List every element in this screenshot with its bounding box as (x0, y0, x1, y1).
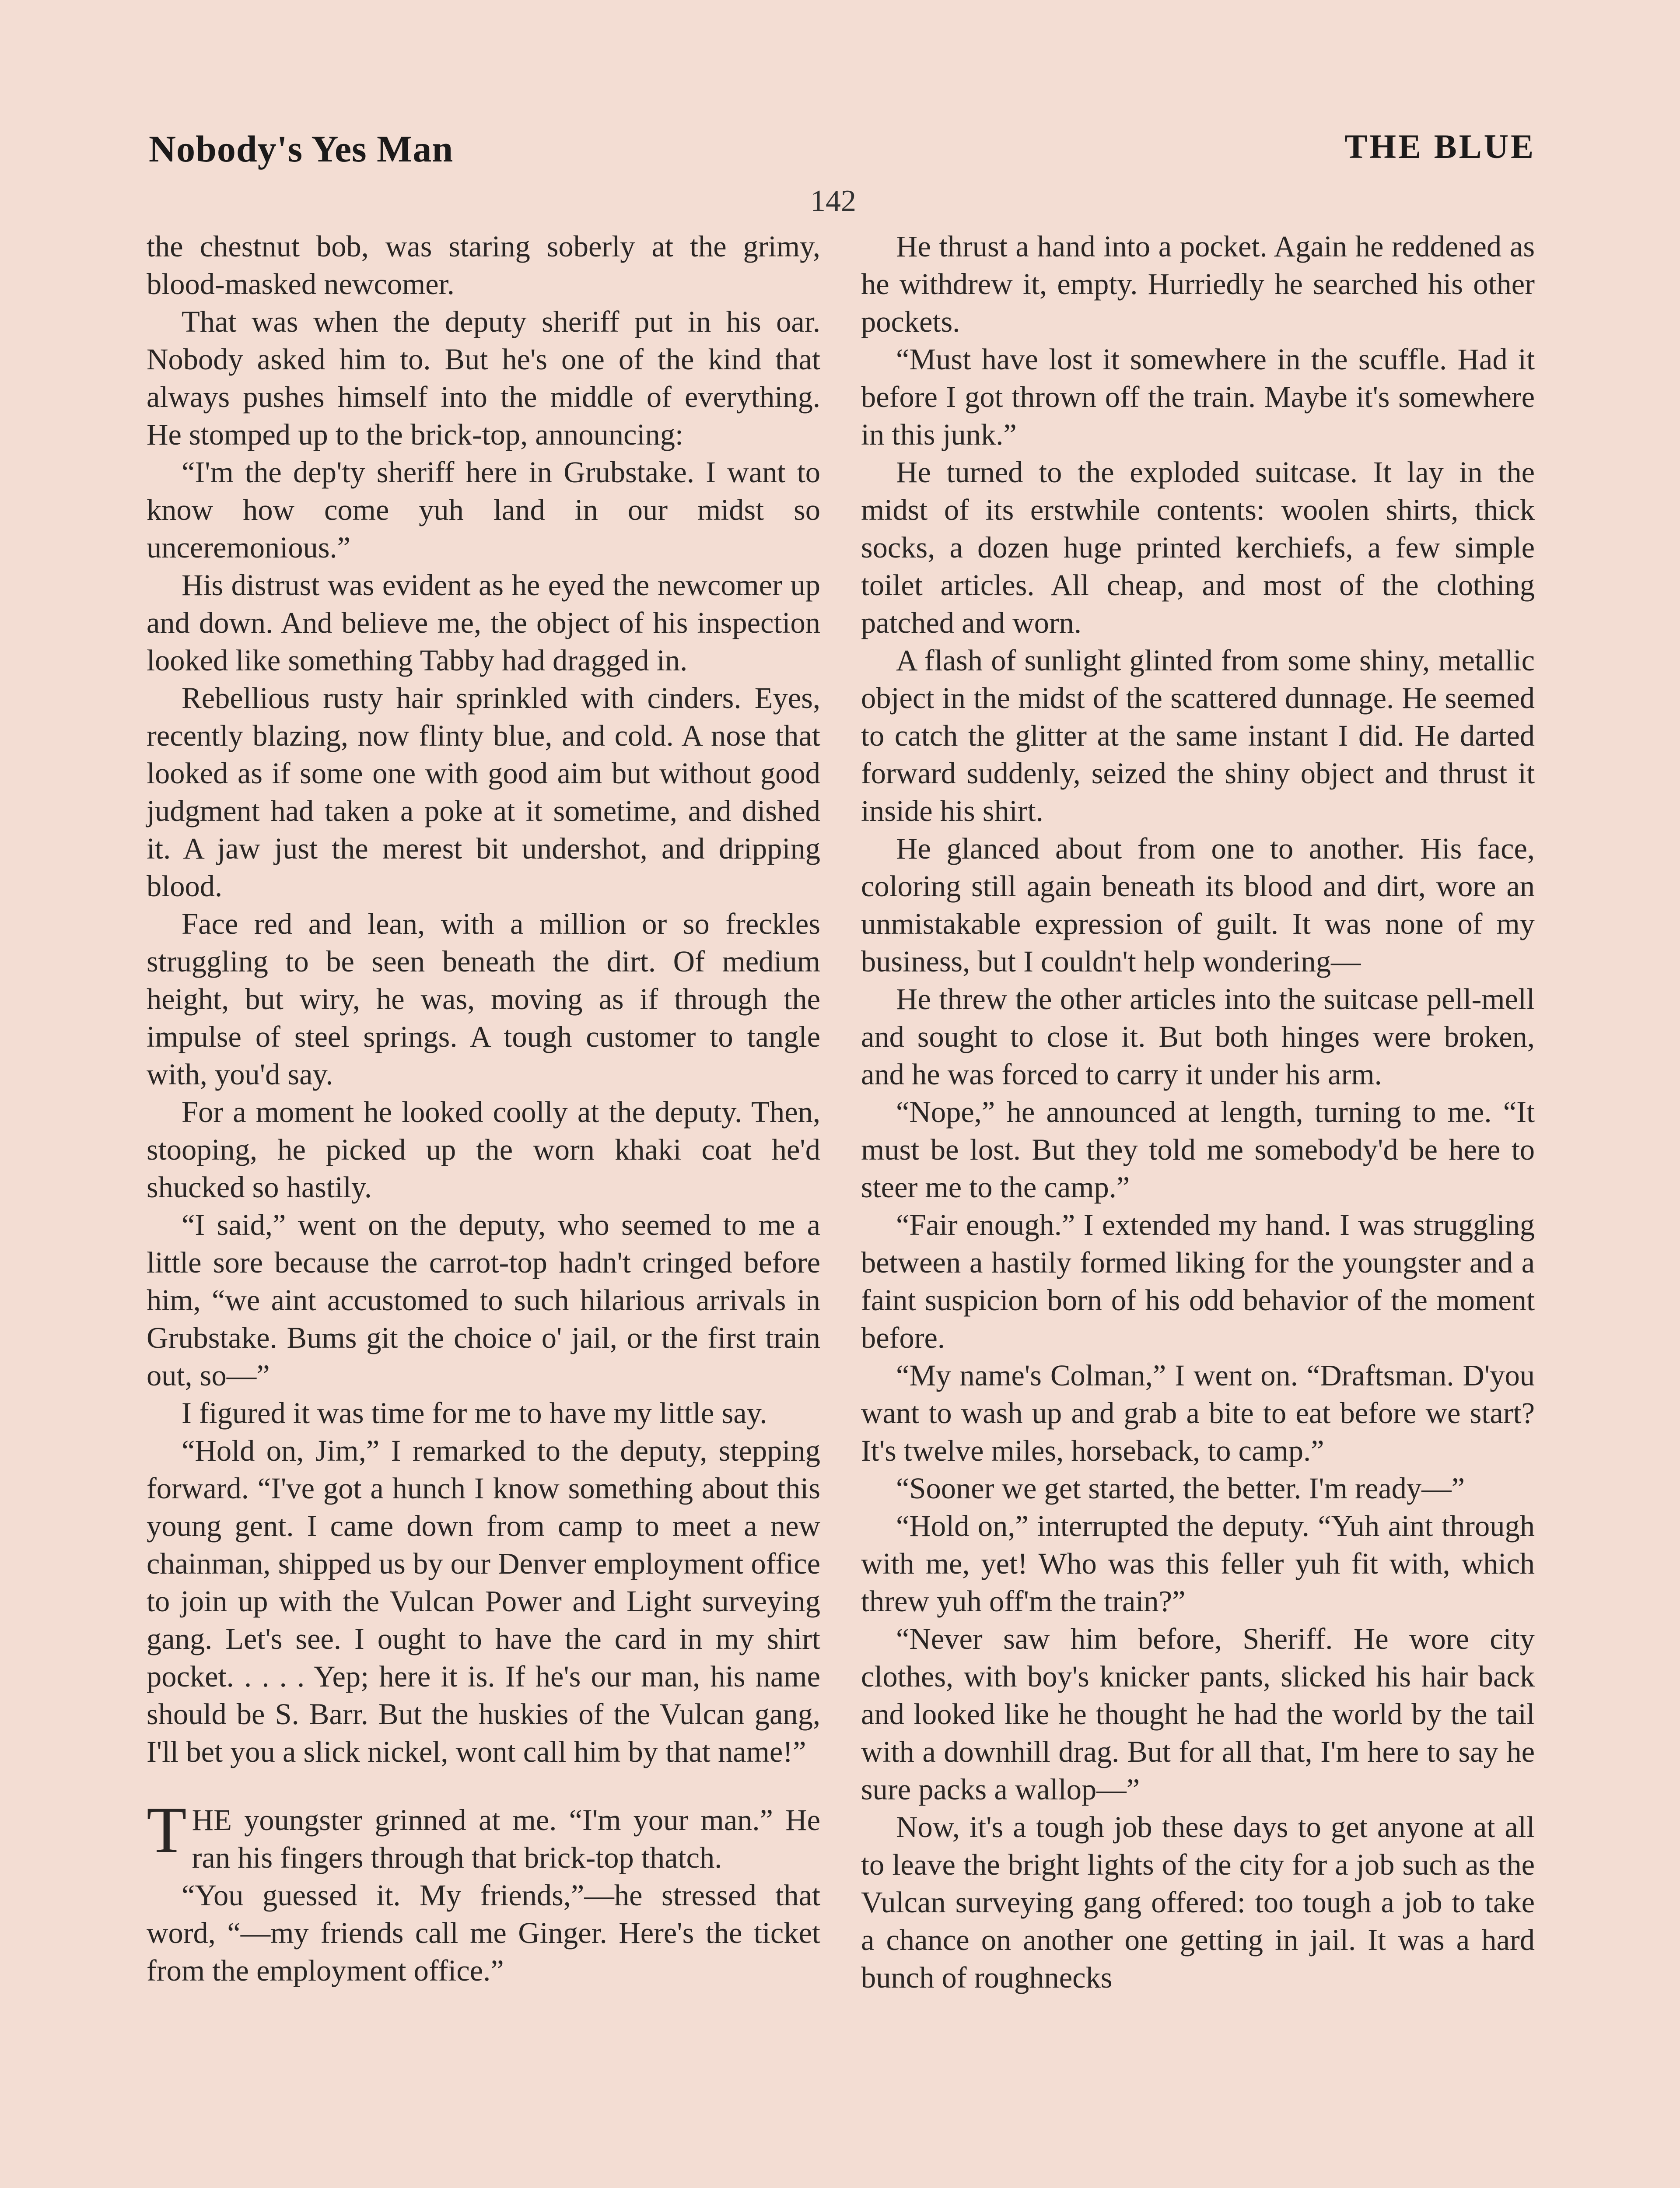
paragraph: “Hold on, Jim,” I remarked to the deputy, stepping forward. “I've got a hunch I know something about this young gent. I came down from camp to meet a new chainman, shipped us by our Denver employment office to join up with the Vulcan Power and Light surveying gang. Let's see. I ought to have the card in my shirt pocket. . . . . Yep; here it is. If he's our man, his name should be S. Barr. But the huskies of the Vulcan gang, I'll bet you a slick nickel, wont call him by that name!” (147, 1434, 820, 1768)
paragraph: “I'm the dep'ty sheriff here in Grubstake. I want to know how come yuh land in our midst so unceremonious.” (147, 456, 820, 564)
paragraph: “Must have lost it somewhere in the scuffle. Had it before I got thrown off the train. Maybe it's somewhere in this junk.” (861, 343, 1535, 451)
paragraph: “Nope,” he announced at length, turning to me. “It must be lost. But they told me somebody'd be here to steer me to the camp.” (861, 1095, 1535, 1204)
paragraph: “Sooner we get started, the better. I'm ready—” (896, 1472, 1465, 1505)
paragraph: Now, it's a tough job these days to get anyone at all to leave the bright lights of the city for a job such as the Vulcan surveying gang offered: too tough a job to take a chance on another one getting in jail. It was a hard bunch of roughnecks (861, 1810, 1535, 1994)
story-title: Nobody's Yes Man (149, 128, 454, 170)
paragraph: I figured it was time for me to have my little say. (182, 1396, 767, 1430)
paragraph: For a moment he looked coolly at the deputy. Then, stooping, he picked up the worn khaki coat he'd shucked so hastily. (147, 1095, 820, 1204)
paragraph: Face red and lean, with a million or so freckles struggling to be seen beneath the dirt. Of medium height, but wiry, he was, moving as if through the impulse of steel springs. A tough customer to tangle with, you'd say. (147, 907, 820, 1091)
paragraph: “Fair enough.” I extended my hand. I was struggling between a hastily formed liking for the youngster and a faint suspicion born of his odd behavior of the moment before. (861, 1208, 1535, 1354)
paragraph: “Hold on,” interrupted the deputy. “Yuh aint through with me, yet! Who was this feller yuh fit with, which threw yuh off'm the train?” (861, 1509, 1535, 1618)
page-number: 142 (810, 184, 856, 218)
paragraph: “You guessed it. My friends,”—he stressed that word, “—my friends call me Ginger. Here's the ticket from the employment office.” (147, 1879, 820, 1987)
paragraph: He glanced about from one to another. His face, coloring still again beneath its blood and dirt, wore an unmistakable expression of guilt. It was none of my business, but I couldn't help wondering— (861, 832, 1535, 978)
section-start-paragraph (147, 1794, 820, 1876)
right-column (861, 228, 1535, 1996)
paragraph-text: HE youngster grinned at me. “I'm your man.” He ran his fingers through that brick-top thatch. (192, 1803, 820, 1874)
paragraph: “My name's Colman,” I went on. “Draftsman. D'you want to wash up and grab a bite to eat before we start? It's twelve miles, horseback, to camp.” (861, 1359, 1535, 1467)
paragraph: “I said,” went on the deputy, who seemed to me a little sore because the carrot-top hadn't cringed before him, “we aint accustomed to such hilarious arrivals in Grubstake. Bums git the choice o' jail, or the first train out, so—” (147, 1208, 820, 1392)
paragraph: He turned to the exploded suitcase. It lay in the midst of its erstwhile contents: woolen shirts, thick socks, a dozen huge printed kerchiefs, a few simple toilet articles. All cheap, and most of the clothing patched and worn. (861, 456, 1535, 639)
drop-cap: T (147, 1794, 187, 1866)
paragraph: A flash of sunlight glinted from some shiny, metallic object in the midst of the scattered dunnage. He seemed to catch the glitter at the same instant I did. He darted forward suddenly, seized the shiny object and thrust it inside his shirt. (861, 644, 1535, 828)
paragraph: Rebellious rusty hair sprinkled with cinders. Eyes, recently blazing, now flinty blue, and cold. A nose that looked as if some one with good aim but without good judgment had taken a poke at it sometime, and dished it. A jaw just the merest bit undershot, and dripping blood. (147, 681, 820, 903)
paragraph: the chestnut bob, was staring soberly at the grimy, blood-masked newcomer. (147, 230, 820, 301)
paragraph: He thrust a hand into a pocket. Again he reddened as he withdrew it, empty. Hurriedly he searched his other pockets. (861, 230, 1535, 338)
left-column (147, 228, 820, 1989)
paragraph: His distrust was evident as he eyed the newcomer up and down. And believe me, the object of his inspection looked like something Tabby had dragged in. (147, 568, 820, 677)
magazine-title: THE BLUE (1344, 127, 1536, 165)
paragraph: He threw the other articles into the suitcase pell-mell and sought to close it. But both hinges were broken, and he was forced to carry it under his arm. (861, 982, 1535, 1091)
paragraph: “Never saw him before, Sheriff. He wore city clothes, with boy's knicker pants, slicked his hair back and looked like he thought he had the world by the tail with a downhill drag. But for all that, I'm here to say he sure packs a wallop—” (861, 1622, 1535, 1806)
paragraph: That was when the deputy sheriff put in his oar. Nobody asked him to. But he's one of the kind that always pushes himself into the middle of everything. He stomped up to the brick-top, announcing: (147, 305, 820, 451)
